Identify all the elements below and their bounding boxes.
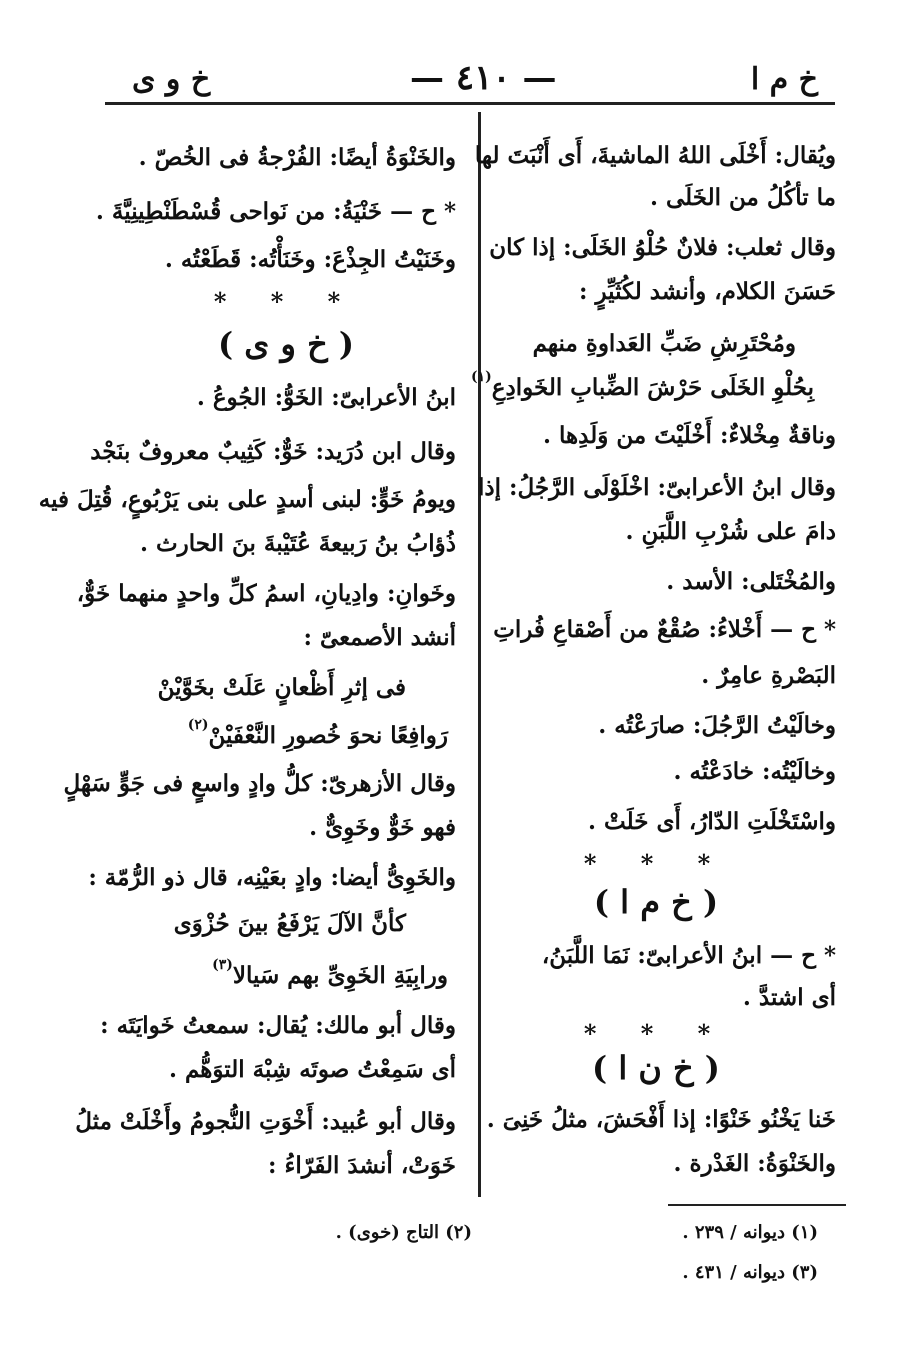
text-line: * ح — ابنُ الأعرابىّ: نَمَا اللَّبَنُ، (541, 942, 836, 969)
footnote-rule (668, 1204, 846, 1206)
text-line: واسْتَخْلَتِ الدّارُ، أَى خَلَتْ . (588, 808, 836, 835)
text-line: * ح — أَخْلاءُ: صُقْعٌ من أَصْقاعِ فُراتِ (493, 616, 836, 643)
footnote-mark: (٢) (187, 717, 209, 733)
text-line: وقال ثعلب: فلانٌ حُلْوُ الخَلَى: إذا كان (489, 234, 836, 261)
text-line: وقال أبو مالك: يُقال: سمعتُ خَوايَتَه : (100, 1012, 456, 1039)
text-line: ويُقال: أَخْلَى اللهُ الماشيةَ، أَى أَنْبَتَ لها (474, 142, 836, 169)
text-line: خَوَتْ، أنشدَ الفَرّاءُ : (268, 1152, 456, 1179)
footnote: (١) ديوانه / ٢٣٩ . (682, 1222, 818, 1243)
text-line: وخالَيْتُه: خادَعْتُه . (673, 758, 836, 785)
header-rule (105, 102, 835, 105)
text-line: * ح — خَنْيَةُ: من نَواحى قُسْطَنْطِينِيَّةَ . (95, 198, 456, 225)
text-line: وخالَيْتُ الرَّجُلَ: صارَعْتُه . (598, 712, 836, 739)
text-line: دامَ على شُرْبِ اللَّبَنِ . (625, 518, 836, 545)
text-line: والخَوِىُّ أيضا: وادٍ بعَيْنِه، قال ذو الرُّمّة : (88, 864, 456, 891)
text-line: والخَنْوَةُ: الغَدْرة . (673, 1150, 836, 1177)
root-heading: ( خ ن ا ) (592, 1049, 720, 1087)
verse-line: ورابِيَةِ الخَوِىِّ بهم سَيالا$^{(٣)}$ (212, 957, 448, 989)
text-line: وقال أبو عُبيد: أَخْوَتِ النُّجومُ وأَخْلَتْ مثلُ (75, 1108, 456, 1135)
section-separator: * * * (213, 287, 359, 316)
text-line: ذُؤابُ بنُ رَبيعةَ عُتَيْبةَ بنَ الحارث . (139, 530, 456, 557)
page-number: — ٤١٠ — (410, 58, 557, 98)
text-line: أنشد الأصمعىّ : (303, 624, 456, 651)
text-line: ويومُ خَوٍّ: لبنى أسدٍ على بنى يَرْبُوعٍ، قُتِلَ فيه (38, 486, 456, 513)
text-line: أى سَمِعْتُ صوتَه شِبْهَ التوَهُّم . (168, 1056, 456, 1083)
root-heading: ( خ م ا ) (593, 883, 719, 921)
text-line: وخَنَيْتُ الجِذْعَ: وخَنَأْتُه: قَطَعْتُه . (164, 246, 456, 273)
text-line: وقال الأزهرىّ: كلُّ وادٍ واسعٍ فى جَوٍّ سَهْلٍ (63, 770, 456, 797)
verse-line: بِحُلْوِ الخَلَى حَرْشَ الضِّبابِ الخَوادِعِ$^{(١)}$ (471, 369, 814, 401)
footnote-mark: (١) (471, 369, 492, 385)
root-heading: ( خ و ى ) (218, 325, 354, 363)
section-separator: * * * (583, 849, 729, 878)
text-line: وخَوانِ: وادِيانِ، اسمُ كلِّ واحدٍ منهما خَوٌّ، (76, 580, 456, 607)
text-line: فهو خَوٌّ وخَوِىٌّ . (309, 814, 456, 841)
verse-line: ومُحْتَرِشِ ضَبِّ العَداوةِ منهم (532, 330, 796, 357)
footnote-mark: (٣) (212, 957, 233, 973)
page-header (0, 52, 908, 102)
text-line: حَسَنَ الكلام، وأنشد لكُثَيِّرٍ : (578, 278, 836, 305)
text-line: البَصْرةِ عامِرٌ . (701, 662, 836, 689)
text-line: ما تأكُلُ من الخَلَى . (650, 184, 836, 211)
text-line: وقال ابنُ الأعرابىّ: اخْلَوْلَى الرَّجُلُ: إذا (477, 474, 836, 501)
footnote: (٢) التاج (خوى) . (335, 1222, 472, 1243)
text-line: والخَنْوَةُ أيضًا: الفُرْجةُ فى الخُصّ . (138, 144, 456, 171)
verse-line: رَوافِعًا نحوَ خُصورِ النَّعْفَيْنْ$^{(٢)}$ (187, 717, 448, 749)
verse-line: فى إثرِ أَظْعانٍ عَلَتْ بخَوَّيْنْ (157, 674, 406, 701)
running-head-right: خ م ا (750, 62, 818, 97)
text-line: وناقةٌ مِخْلاءٌ: أَخْلَيْتَ من وَلَدِها . (543, 422, 836, 449)
running-head-left: خ و ى (132, 62, 211, 97)
section-separator: * * * (583, 1019, 729, 1048)
verse-line: كأنَّ الآلَ يَرْفَعُ بينَ حُزْوَى (173, 910, 406, 937)
text-line: والمُخْتَلى: الأسد . (666, 568, 836, 595)
text-line: أى اشتدَّ . (742, 984, 836, 1011)
text-line: خَنا يَخْنُو خَنْوًا: إذا أَفْحَشَ، مثلُ خَنِىَ . (486, 1106, 836, 1133)
footnote: (٣) ديوانه / ٤٣١ . (682, 1262, 818, 1283)
text-line: وقال ابن دُرَيد: خَوٌّ: كَثِيبٌ معروفٌ بنَجْد (90, 438, 456, 465)
text-line: ابنُ الأعرابىّ: الخَوُّ: الجُوعُ . (196, 384, 456, 411)
